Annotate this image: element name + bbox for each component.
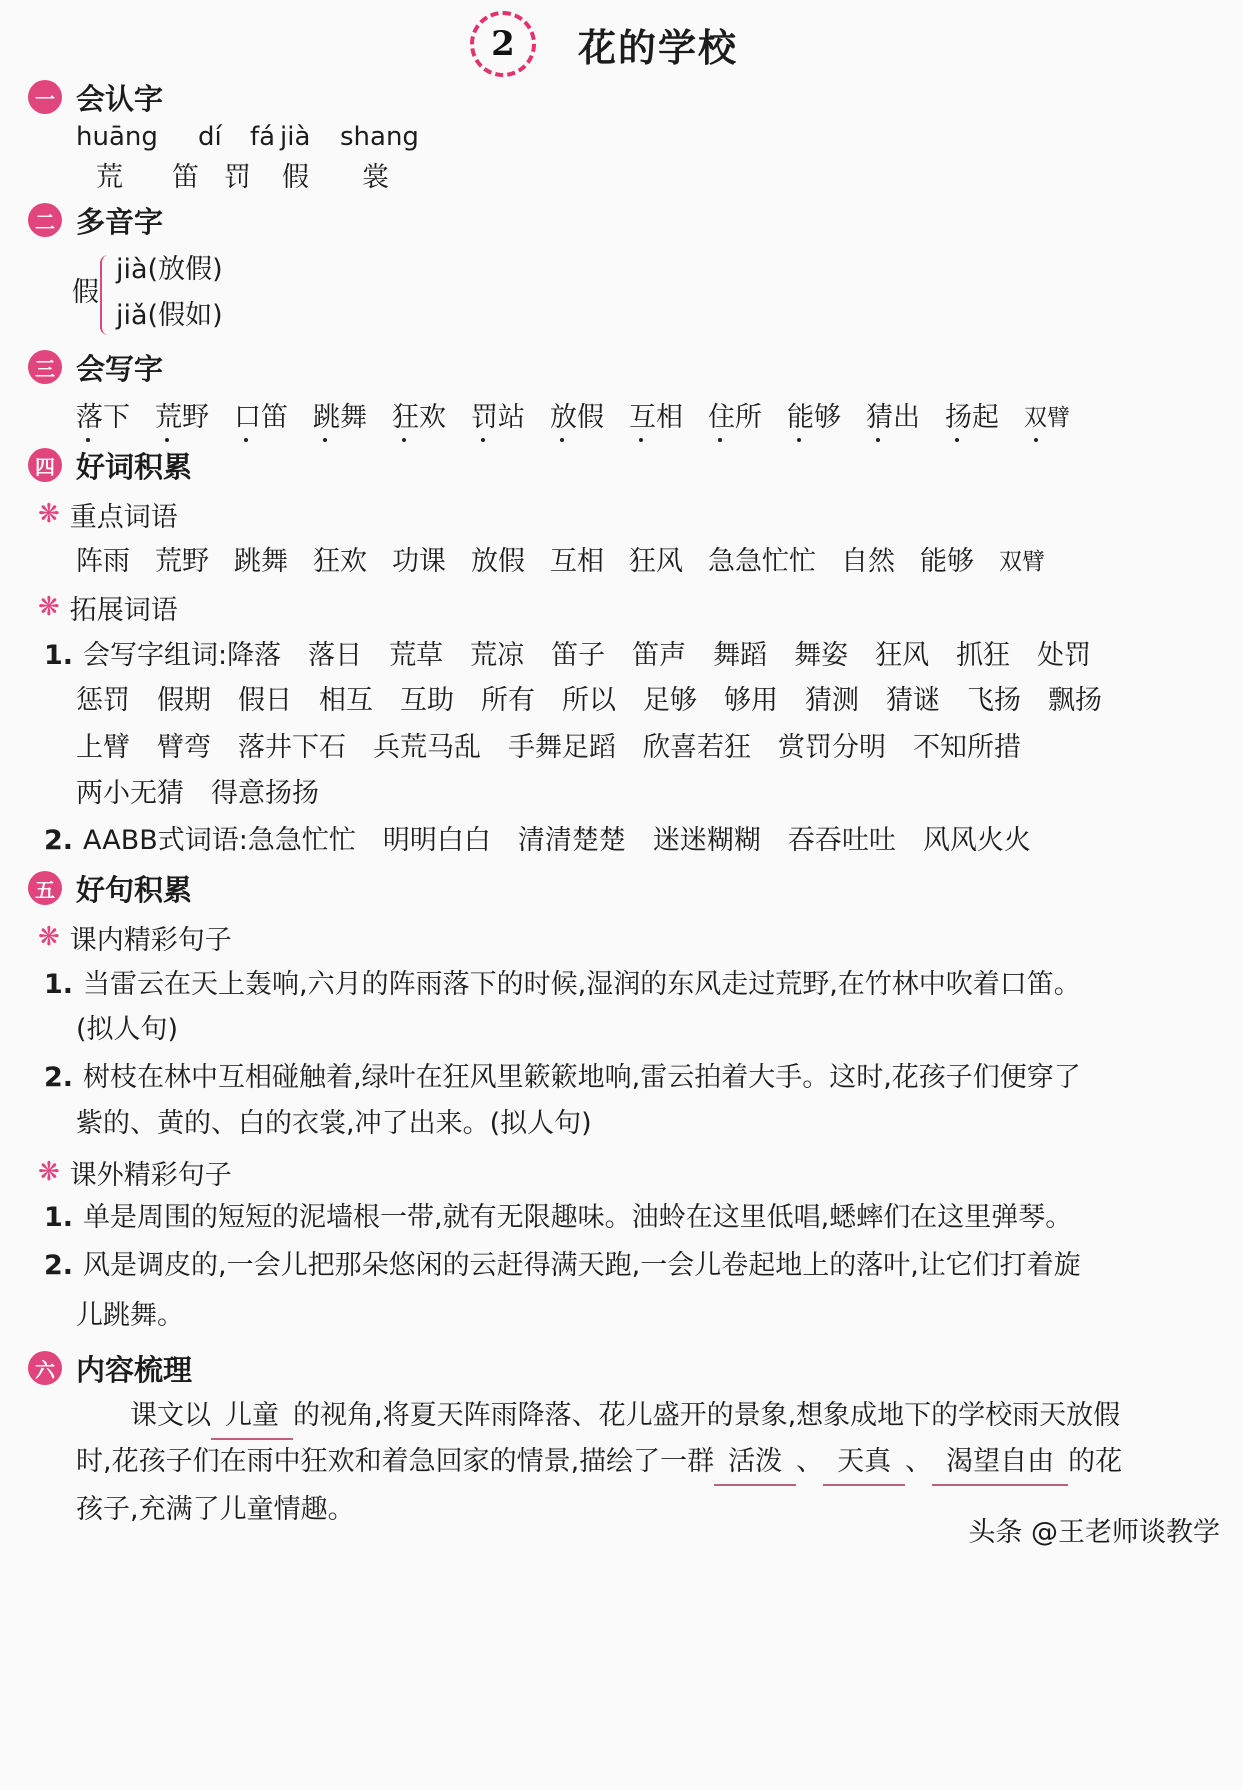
subheader-in-class <box>38 917 232 957</box>
polyphone-char: 假 <box>72 277 99 308</box>
word: 能够 <box>787 396 841 440</box>
answer-blank: 儿童 <box>211 1394 293 1440</box>
subheader-key-words <box>38 494 178 534</box>
item-text: 两小无猜 得意扬扬 <box>76 778 319 809</box>
word: 扬起 <box>945 396 999 440</box>
word: 跳舞 <box>234 546 288 577</box>
text: 课文以 <box>130 1400 211 1431</box>
item-number: 1. <box>44 969 74 1000</box>
word: 跳舞 <box>313 396 367 440</box>
word: 住所 <box>708 396 762 440</box>
list-item <box>44 634 1091 678</box>
key-words-row <box>76 540 1045 584</box>
subheader-title: 课外精彩句子 <box>69 1159 232 1191</box>
item-text: 惩罚 假期 假日 相互 互助 所有 所以 足够 够用 猜测 猜谜 飞扬 飘扬 <box>76 685 1102 716</box>
summary-line <box>130 1394 1120 1438</box>
pinyin: dí <box>198 122 222 152</box>
pinyin: fá <box>250 122 276 152</box>
subheader-extended-words <box>38 587 178 627</box>
summary-line <box>76 1440 1122 1484</box>
word: 双臂 <box>999 549 1045 575</box>
answer-blank: 天真 <box>823 1440 905 1486</box>
answer-blank: 活泼 <box>714 1440 796 1486</box>
pinyin: huāng <box>76 122 158 152</box>
word: 猜出 <box>866 396 920 440</box>
character: 罚 <box>224 162 251 193</box>
brace-icon <box>100 255 112 335</box>
text: 时,花孩子们在雨中狂欢和着急回家的情景,描绘了一群 <box>76 1446 715 1477</box>
word: 互相 <box>629 396 683 440</box>
section-title: 会认字 <box>76 81 164 116</box>
section-header-sentences <box>28 868 192 908</box>
item-text: AABB式词语:急急忙忙 明明白白 清清楚楚 迷迷糊糊 吞吞吐吐 风风火火 <box>83 825 1031 856</box>
section-header-polyphone <box>28 200 163 240</box>
write-words-row <box>76 396 1070 440</box>
watermark: 头条 @王老师谈教学 <box>968 1517 1220 1548</box>
word: 能够 <box>920 546 974 577</box>
section-title: 好句积累 <box>76 872 193 907</box>
word: 放假 <box>471 546 525 577</box>
section-title: 会写字 <box>76 351 164 386</box>
item-number: 2. <box>44 825 74 856</box>
word: 功课 <box>392 546 446 577</box>
character: 裳 <box>362 162 389 193</box>
word: 阵雨 <box>76 546 130 577</box>
word: 自然 <box>841 546 895 577</box>
section-header-recognize <box>28 77 163 117</box>
section-number-badge: 六 <box>28 1351 62 1385</box>
section-header-vocab <box>28 445 192 485</box>
section-number-badge: 四 <box>28 448 62 482</box>
word: 狂欢 <box>392 396 446 440</box>
text: 、 <box>905 1446 933 1477</box>
list-item <box>44 963 1081 1007</box>
item-text: 单是周围的短短的泥墙根一带,就有无限趣味。油蛉在这里低唱,蟋蟀们在这里弹琴。 <box>83 1202 1073 1233</box>
word: 双臂 <box>1024 396 1070 440</box>
section-title: 多音字 <box>76 204 164 239</box>
text: 的花 <box>1068 1446 1123 1477</box>
section-number-badge: 二 <box>28 203 62 237</box>
reading: jiǎ(假如) <box>116 300 223 331</box>
section-header-summary <box>28 1348 192 1388</box>
list-item <box>44 1056 1081 1100</box>
text: 的视角,将夏天阵雨降落、花儿盛开的景象,想象成地下的学校雨天放假 <box>293 1400 1121 1431</box>
word: 放假 <box>550 396 604 440</box>
pinyin: jià <box>280 122 311 152</box>
word: 互相 <box>550 546 604 577</box>
section-number-badge: 三 <box>28 350 62 384</box>
word: 荒野 <box>155 546 209 577</box>
section-header-write <box>28 347 163 387</box>
section-number-badge: 一 <box>28 80 62 114</box>
item-text: 会写字组词:降落 落日 荒草 荒凉 笛子 笛声 舞蹈 舞姿 狂风 抓狂 处罚 <box>83 640 1092 671</box>
subheader-extracurricular <box>38 1152 232 1192</box>
item-number: 2. <box>44 1062 74 1093</box>
subheader-title: 重点词语 <box>69 501 178 533</box>
page-title: 花的学校 <box>578 24 739 70</box>
lesson-title <box>470 14 738 74</box>
pinyin: shang <box>340 122 419 152</box>
item-text: 风是调皮的,一会儿把那朵悠闲的云赶得满天跑,一会儿卷起地上的落叶,让它们打着旋 <box>83 1250 1081 1281</box>
word: 狂风 <box>629 546 683 577</box>
word: 急急忙忙 <box>708 546 816 577</box>
flower-icon: ❋ <box>38 592 60 622</box>
answer-blank: 渴望自由 <box>932 1440 1068 1486</box>
item-text: 紫的、黄的、白的衣裳,冲了出来。(拟人句) <box>76 1108 592 1139</box>
item-text: (拟人句) <box>76 1014 179 1045</box>
item-text: 当雷云在天上轰响,六月的阵雨落下的时候,湿润的东风走过荒野,在竹林中吹着口笛。 <box>83 969 1081 1000</box>
subheader-title: 课内精彩句子 <box>69 924 232 956</box>
flower-icon: ❋ <box>38 1157 60 1187</box>
summary-line: 孩子,充满了儿童情趣。 <box>76 1494 355 1525</box>
text: 、 <box>796 1446 824 1477</box>
word: 口笛 <box>234 396 288 440</box>
character: 荒 <box>96 162 123 193</box>
word: 狂欢 <box>313 546 367 577</box>
reading: jià(放假) <box>116 254 223 285</box>
list-item <box>44 1196 1072 1240</box>
flower-icon: ❋ <box>38 922 60 952</box>
item-number: 1. <box>44 640 74 671</box>
flower-icon: ❋ <box>38 499 60 529</box>
section-title: 好词积累 <box>76 449 193 484</box>
item-text: 上臂 臂弯 落井下石 兵荒马乱 手舞足蹈 欣喜若狂 赏罚分明 不知所措 <box>76 732 1021 763</box>
word: 罚站 <box>471 396 525 440</box>
list-item <box>44 1244 1081 1288</box>
item-text: 树枝在林中互相碰触着,绿叶在狂风里簌簌地响,雷云拍着大手。这时,花孩子们便穿了 <box>83 1062 1081 1093</box>
lesson-number-badge: 2 <box>470 11 536 77</box>
character: 假 <box>282 162 309 193</box>
item-number: 1. <box>44 1202 74 1233</box>
section-title: 内容梳理 <box>76 1352 193 1387</box>
word: 落下 <box>76 396 130 440</box>
item-number: 2. <box>44 1250 74 1281</box>
subheader-title: 拓展词语 <box>69 594 178 626</box>
list-item <box>44 819 1031 863</box>
item-text: 儿跳舞。 <box>76 1300 184 1331</box>
character: 笛 <box>172 162 199 193</box>
word: 荒野 <box>155 396 209 440</box>
section-number-badge: 五 <box>28 871 62 905</box>
